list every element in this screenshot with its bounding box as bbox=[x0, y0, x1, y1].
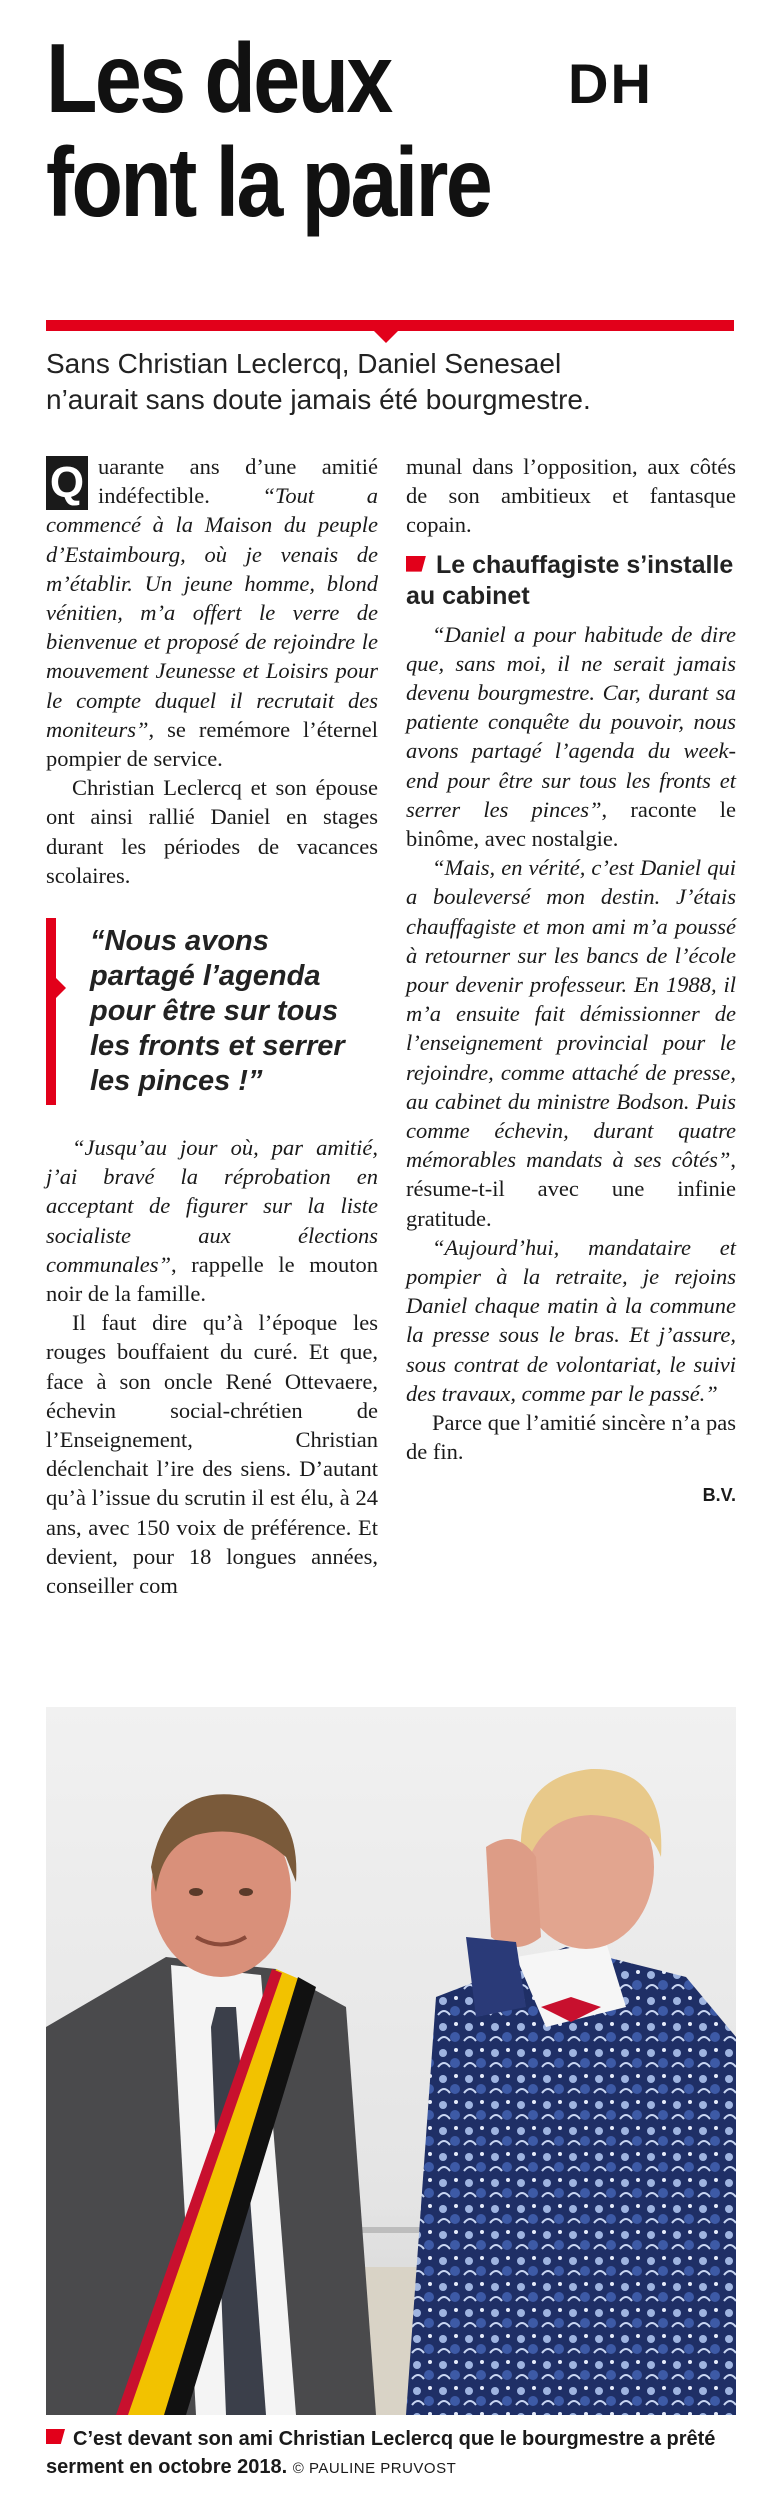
section-heading bbox=[406, 550, 736, 612]
section-marker-icon bbox=[406, 556, 426, 572]
p3-end: , rappelle le mouton noir de la famille. bbox=[46, 1251, 378, 1307]
p5-quote: “Daniel a pour habitude de dire que, sans moi, il ne serait jamais devenu bourgmestre. Car, durant sa patiente conquête du pouvoir, nous avons partagé l’agenda du week-end pour être sur tous les fronts et serrer les pinces” bbox=[406, 621, 736, 822]
p6-quote: “Mais, en vérité, c’est Daniel qui a bouleversé mon destin. J’étais chauffagiste et mon ami m’a poussé à retourner sur les bancs de l’école pour devenir professeur. En 1988, il m’a ensuite fait démissionner de l’enseignement provincial pour le rejoindre, comme attaché de presse, au cabinet du ministre Bodson. Puis comme échevin, durant quatre mémorables mandats à ses côtés” bbox=[406, 855, 736, 1173]
p3-quote: “Jusqu’au jour où, par amitié, j’ai bravé la réprobation en acceptant de figurer sur la liste socialiste aux élections communales” bbox=[46, 1135, 378, 1277]
photo-caption bbox=[46, 2425, 736, 2483]
headline-line-2: font la paire bbox=[46, 127, 491, 237]
paragraph-2: Christian Leclercq et son épouse ont ainsi rallié Daniel en stages durant les périodes de vacances scolaires. bbox=[46, 775, 378, 888]
article-column-1 bbox=[46, 452, 378, 1600]
article-column-2 bbox=[406, 452, 736, 1510]
subheadline-line-1: Sans Christian Leclercq, Daniel Senesael bbox=[46, 348, 562, 379]
subheadline-line-2: n’aurait sans doute jamais été bourgmestre. bbox=[46, 384, 591, 415]
subheadline bbox=[46, 346, 746, 418]
section-heading-text: Le chauffagiste s’installe au cabinet bbox=[406, 550, 734, 610]
paragraph-6 bbox=[406, 853, 736, 1233]
headline bbox=[46, 23, 528, 237]
photo-credit: © PAULINE PRUVOST bbox=[292, 2460, 457, 2477]
drop-cap: Q bbox=[46, 456, 88, 510]
p1-end: , se remémore l’éternel pompier de service. bbox=[46, 716, 378, 772]
paragraph-3 bbox=[46, 1133, 378, 1308]
article-photo bbox=[46, 1707, 736, 2415]
caption-marker-icon bbox=[46, 2429, 65, 2444]
photo-illustration bbox=[46, 1707, 736, 2415]
caption-text: C’est devant son ami Christian Leclercq que le bourgmestre a prêté serment en octobre 2018. bbox=[46, 2428, 716, 2478]
p5-end: , raconte le binôme, avec nostalgie. bbox=[406, 796, 736, 852]
p1-quote: “Tout a commencé à la Maison du peuple d’Estaimbourg, où je venais de m’établir. Un jeune homme, blond vénitien, m’a offert le verre de bienvenue et proposé de rejoindre le mouvement Jeunesse et Loisirs pour le compte duquel il recrutait des moniteurs” bbox=[46, 483, 378, 742]
paragraph-1 bbox=[46, 452, 378, 773]
pull-quote-text: “Nous avons partagé l’agenda pour être sur tous les fronts et serrer les pinces !” bbox=[90, 925, 345, 1098]
paragraph-4: Il faut dire qu’à l’époque les rouges bouffaient du curé. Et que, face à son oncle René Ottevaere, échevin social-chrétien de l’Enseignement, Christian déclenchait l’ire des siens. D’autant qu’à l’issue du scrutin il est élu, à 24 ans, avec 150 voix de préférence. Et devient, pour 18 longues années, conseiller com bbox=[46, 1310, 378, 1599]
paragraph-7 bbox=[406, 1233, 736, 1408]
pull-quote bbox=[46, 918, 378, 1105]
red-rule bbox=[46, 320, 734, 331]
red-rule-notch bbox=[374, 331, 398, 343]
byline: B.V. bbox=[702, 1484, 736, 1505]
pull-quote-notch bbox=[56, 978, 66, 998]
p7-quote: “Aujourd’hui, mandataire et pompier à la retraite, je rejoins Daniel chaque matin à la commune la presse sous le bras. Et j’assure, sous contrat de volontariat, le suivi des travaux, comme par le passé.” bbox=[406, 1234, 736, 1406]
p6-end: , résume-t-il avec une infinie gratitude. bbox=[406, 1147, 736, 1231]
paragraph-4-continued: munal dans l’opposition, aux côtés de son ambitieux et fantasque copain. bbox=[406, 454, 736, 538]
headline-line-1: Les deux bbox=[46, 23, 391, 133]
paragraph-8: Parce que l’amitié sincère n’a pas de fin. bbox=[406, 1410, 736, 1465]
dh-logo: DH bbox=[568, 52, 653, 115]
p1-start: uarante ans d’une amitié indéfectible. bbox=[98, 454, 378, 509]
paragraph-5 bbox=[406, 620, 736, 854]
